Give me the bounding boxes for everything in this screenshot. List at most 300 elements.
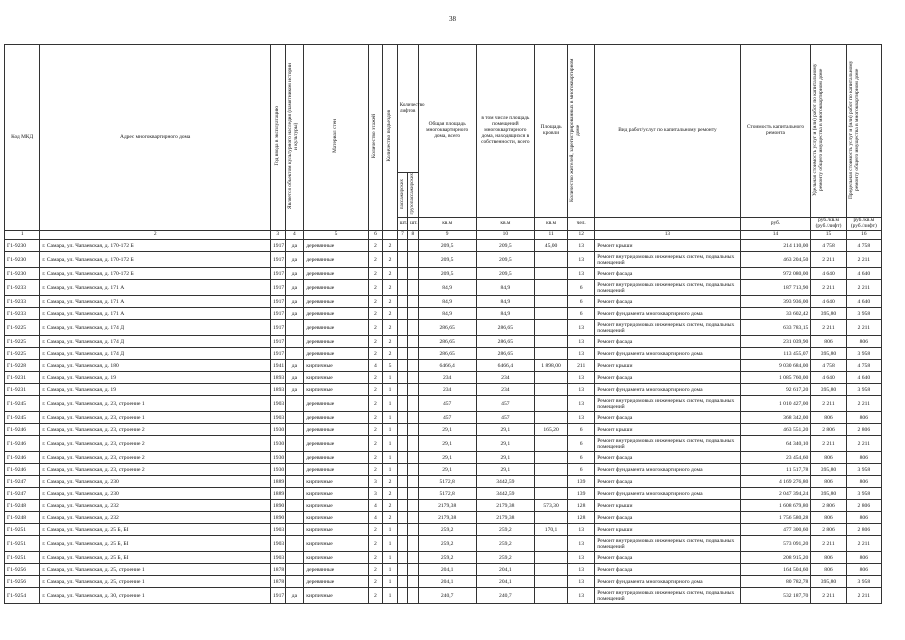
cell-mat: деревянные bbox=[304, 412, 368, 424]
cell-fl: 2 bbox=[368, 336, 383, 348]
cell-cost: 477 300,60 bbox=[740, 524, 811, 536]
cell-cost: 231 039,90 bbox=[740, 336, 811, 348]
column-number: 7 bbox=[397, 231, 407, 240]
cell-ent: 1 bbox=[383, 384, 398, 396]
cell-lc bbox=[408, 320, 418, 336]
cell-unit: 2 211 bbox=[811, 280, 846, 296]
cell-max: 2 211 bbox=[846, 252, 881, 268]
cell-addr: г. Самара, ул. Чапаевская, д. 232 bbox=[40, 500, 271, 512]
cell-fl: 4 bbox=[368, 500, 383, 512]
cell-addr: г. Самара, ул. Чапаевская, д. 171 А bbox=[40, 308, 271, 320]
cell-cost: 463 204,50 bbox=[740, 252, 811, 268]
cell-cost: 368 342,00 bbox=[740, 412, 811, 424]
cell-lc bbox=[408, 384, 418, 396]
cell-her bbox=[285, 436, 304, 452]
header-walls: Материал стен bbox=[331, 119, 338, 154]
cell-work: Ремонт фасада bbox=[595, 296, 740, 308]
cell-lc bbox=[408, 464, 418, 476]
table-row bbox=[5, 396, 882, 412]
cell-lp bbox=[397, 436, 407, 452]
cell-tot: 209,5 bbox=[418, 268, 476, 280]
cell-addr: г. Самара, ул. Чапаевская, д. 23, строение 2 bbox=[40, 452, 271, 464]
cell-fl: 2 bbox=[368, 524, 383, 536]
cell-own: 84,9 bbox=[476, 296, 534, 308]
column-number: 4 bbox=[285, 231, 304, 240]
cell-lp bbox=[397, 320, 407, 336]
cell-mat: деревянные bbox=[304, 576, 368, 588]
cell-own: 29,1 bbox=[476, 464, 534, 476]
table-row bbox=[5, 424, 882, 436]
capital-repair-register-table bbox=[4, 44, 882, 604]
cell-res: 6 bbox=[568, 452, 595, 464]
cell-ent: 1 bbox=[383, 552, 398, 564]
cell-res: 13 bbox=[568, 240, 595, 252]
cell-roof bbox=[534, 296, 567, 308]
unit-rub: руб. bbox=[740, 218, 811, 231]
cell-own: 6466,4 bbox=[476, 360, 534, 372]
table-row bbox=[5, 552, 882, 564]
cell-max: 2 211 bbox=[846, 536, 881, 552]
cell-res: 13 bbox=[568, 320, 595, 336]
cell-code: Г1-9230 bbox=[5, 268, 40, 280]
cell-cost: 573 091,20 bbox=[740, 536, 811, 552]
column-number: 5 bbox=[304, 231, 368, 240]
cell-unit: 806 bbox=[811, 512, 846, 524]
cell-mat: кирпичные bbox=[304, 536, 368, 552]
cell-addr: г. Самара, ул. Чапаевская, д. 25 Б, БI bbox=[40, 536, 271, 552]
cell-res: 128 bbox=[568, 512, 595, 524]
cell-own: 286,65 bbox=[476, 320, 534, 336]
cell-addr: г. Самара, ул. Чапаевская, д. 230 bbox=[40, 488, 271, 500]
cell-tot: 5172,8 bbox=[418, 476, 476, 488]
cell-roof: 1 898,00 bbox=[534, 360, 567, 372]
cell-mat: кирпичные bbox=[304, 384, 368, 396]
cell-lc bbox=[408, 372, 418, 384]
cell-work: Ремонт внутридомовых инженерных систем, подвальных помещений bbox=[595, 536, 740, 552]
cell-code: Г1-9247 bbox=[5, 488, 40, 500]
cell-cost: 532 187,70 bbox=[740, 588, 811, 604]
cell-code: Г1-9245 bbox=[5, 412, 40, 424]
cell-max: 4 640 bbox=[846, 296, 881, 308]
cell-fl: 2 bbox=[368, 396, 383, 412]
cell-work: Ремонт фасада bbox=[595, 512, 740, 524]
cell-own: 234 bbox=[476, 384, 534, 396]
cell-res: 211 bbox=[568, 360, 595, 372]
cell-year: 1889 bbox=[271, 488, 286, 500]
cell-lp bbox=[397, 308, 407, 320]
cell-res: 13 bbox=[568, 564, 595, 576]
cell-her bbox=[285, 424, 304, 436]
cell-lp bbox=[397, 500, 407, 512]
cell-lp bbox=[397, 564, 407, 576]
header-address: Адрес многоквартирного дома bbox=[40, 45, 271, 231]
cell-unit: 2 806 bbox=[811, 500, 846, 512]
cell-work: Ремонт фасада bbox=[595, 372, 740, 384]
cell-unit: 806 bbox=[811, 336, 846, 348]
cell-roof bbox=[534, 348, 567, 360]
cell-ent: 2 bbox=[383, 476, 398, 488]
cell-unit: 395,80 bbox=[811, 348, 846, 360]
cell-lp bbox=[397, 576, 407, 588]
cell-year: 1903 bbox=[271, 396, 286, 412]
cell-roof bbox=[534, 336, 567, 348]
cell-code: Г1-9228 bbox=[5, 360, 40, 372]
cell-lp bbox=[397, 424, 407, 436]
cell-tot: 84,9 bbox=[418, 280, 476, 296]
table-row bbox=[5, 464, 882, 476]
cell-year: 1890 bbox=[271, 500, 286, 512]
cell-cost: 1 010 427,00 bbox=[740, 396, 811, 412]
cell-res: 13 bbox=[568, 412, 595, 424]
cell-roof bbox=[534, 384, 567, 396]
cell-fl: 2 bbox=[368, 564, 383, 576]
cell-lp bbox=[397, 476, 407, 488]
cell-own: 286,65 bbox=[476, 336, 534, 348]
cell-year: 1917 bbox=[271, 336, 286, 348]
cell-unit: 806 bbox=[811, 412, 846, 424]
cell-fl: 3 bbox=[368, 476, 383, 488]
cell-lc bbox=[408, 252, 418, 268]
cell-addr: г. Самара, ул. Чапаевская, д. 30, строение 1 bbox=[40, 588, 271, 604]
table-row bbox=[5, 588, 882, 604]
header-floors: Количество этажей bbox=[371, 114, 378, 159]
cell-mat: кирпичные bbox=[304, 512, 368, 524]
cell-tot: 457 bbox=[418, 396, 476, 412]
cell-her: да bbox=[285, 280, 304, 296]
cell-code: Г1-9248 bbox=[5, 512, 40, 524]
cell-fl: 2 bbox=[368, 348, 383, 360]
cell-code: Г1-9251 bbox=[5, 536, 40, 552]
cell-lc bbox=[408, 424, 418, 436]
cell-own: 3442,59 bbox=[476, 488, 534, 500]
column-number: 9 bbox=[418, 231, 476, 240]
cell-lc bbox=[408, 280, 418, 296]
cell-lc bbox=[408, 588, 418, 604]
table-row bbox=[5, 512, 882, 524]
cell-work: Ремонт фасада bbox=[595, 476, 740, 488]
cell-year: 1917 bbox=[271, 252, 286, 268]
cell-mat: кирпичные bbox=[304, 360, 368, 372]
cell-res: 6 bbox=[568, 436, 595, 452]
cell-work: Ремонт крыши bbox=[595, 524, 740, 536]
header-work-type: Вид работ/услуг по капитальному ремонту bbox=[595, 45, 740, 218]
cell-her bbox=[285, 320, 304, 336]
cell-tot: 234 bbox=[418, 384, 476, 396]
cell-ent: 1 bbox=[383, 576, 398, 588]
cell-own: 3442,59 bbox=[476, 476, 534, 488]
cell-ent: 1 bbox=[383, 436, 398, 452]
cell-own: 209,5 bbox=[476, 240, 534, 252]
cell-cost: 633 783,15 bbox=[740, 320, 811, 336]
cell-unit: 2 211 bbox=[811, 320, 846, 336]
cell-lp bbox=[397, 296, 407, 308]
cell-roof bbox=[534, 320, 567, 336]
cell-year: 1941 bbox=[271, 360, 286, 372]
cell-lc bbox=[408, 412, 418, 424]
cell-code: Г1-9233 bbox=[5, 280, 40, 296]
cell-mat: кирпичные bbox=[304, 476, 368, 488]
cell-lp bbox=[397, 336, 407, 348]
cell-mat: деревянные bbox=[304, 296, 368, 308]
header-code: Код МКД bbox=[5, 45, 40, 231]
cell-code: Г1-9251 bbox=[5, 524, 40, 536]
cell-her bbox=[285, 488, 304, 500]
cell-max: 3 958 bbox=[846, 308, 881, 320]
table-row bbox=[5, 320, 882, 336]
cell-tot: 209,5 bbox=[418, 252, 476, 268]
table-row bbox=[5, 252, 882, 268]
cell-lp bbox=[397, 536, 407, 552]
cell-unit: 395,80 bbox=[811, 488, 846, 500]
cell-roof bbox=[534, 488, 567, 500]
cell-own: 29,1 bbox=[476, 436, 534, 452]
cell-max: 2 806 bbox=[846, 500, 881, 512]
cell-year: 1903 bbox=[271, 524, 286, 536]
cell-res: 13 bbox=[568, 576, 595, 588]
cell-mat: деревянные bbox=[304, 252, 368, 268]
cell-code: Г1-9230 bbox=[5, 252, 40, 268]
cell-tot: 29,1 bbox=[418, 464, 476, 476]
cell-cost: 214 110,00 bbox=[740, 240, 811, 252]
cell-roof bbox=[534, 396, 567, 412]
cell-ent: 1 bbox=[383, 396, 398, 412]
cell-addr: г. Самара, ул. Чапаевская, д. 171 А bbox=[40, 296, 271, 308]
cell-addr: г. Самара, ул. Чапаевская, д. 174 Д bbox=[40, 320, 271, 336]
cell-code: Г1-9256 bbox=[5, 576, 40, 588]
cell-fl: 2 bbox=[368, 384, 383, 396]
cell-cost: 64 340,10 bbox=[740, 436, 811, 452]
cell-code: Г1-9254 bbox=[5, 588, 40, 604]
table-row bbox=[5, 436, 882, 452]
cell-ent: 2 bbox=[383, 512, 398, 524]
page-number: 38 bbox=[449, 15, 456, 23]
cell-lp bbox=[397, 360, 407, 372]
cell-code: Г1-9245 bbox=[5, 396, 40, 412]
unit-people: чел. bbox=[568, 218, 595, 231]
cell-year: 1917 bbox=[271, 268, 286, 280]
cell-unit: 395,80 bbox=[811, 308, 846, 320]
table-row bbox=[5, 360, 882, 372]
cell-lc bbox=[408, 396, 418, 412]
cell-ent: 2 bbox=[383, 348, 398, 360]
cell-lp bbox=[397, 552, 407, 564]
column-number-row bbox=[5, 231, 882, 240]
cell-lc bbox=[408, 576, 418, 588]
cell-year: 1903 bbox=[271, 536, 286, 552]
cell-her: да bbox=[285, 240, 304, 252]
cell-addr: г. Самара, ул. Чапаевская, д. 23, строение 1 bbox=[40, 396, 271, 412]
cell-tot: 84,9 bbox=[418, 296, 476, 308]
cell-year: 1878 bbox=[271, 576, 286, 588]
cell-roof bbox=[534, 552, 567, 564]
table-row bbox=[5, 524, 882, 536]
cell-lc bbox=[408, 512, 418, 524]
cell-unit: 2 211 bbox=[811, 536, 846, 552]
cell-unit: 806 bbox=[811, 564, 846, 576]
cell-fl: 2 bbox=[368, 268, 383, 280]
cell-res: 6 bbox=[568, 464, 595, 476]
cell-unit: 2 211 bbox=[811, 588, 846, 604]
table-row bbox=[5, 336, 882, 348]
cell-addr: г. Самара, ул. Чапаевская, д. 170-172 Б bbox=[40, 268, 271, 280]
cell-work: Ремонт крыши bbox=[595, 360, 740, 372]
cell-lc bbox=[408, 240, 418, 252]
cell-lp bbox=[397, 524, 407, 536]
cell-cost: 92 617,20 bbox=[740, 384, 811, 396]
cell-fl: 2 bbox=[368, 240, 383, 252]
cell-code: Г1-9247 bbox=[5, 476, 40, 488]
cell-lc bbox=[408, 488, 418, 500]
cell-fl: 2 bbox=[368, 424, 383, 436]
cell-unit: 4 640 bbox=[811, 268, 846, 280]
cell-work: Ремонт фасада bbox=[595, 336, 740, 348]
cell-res: 13 bbox=[568, 396, 595, 412]
cell-work: Ремонт крыши bbox=[595, 240, 740, 252]
cell-fl: 2 bbox=[368, 552, 383, 564]
cell-max: 4 640 bbox=[846, 268, 881, 280]
cell-max: 3 958 bbox=[846, 576, 881, 588]
cell-ent: 2 bbox=[383, 308, 398, 320]
cell-fl: 2 bbox=[368, 576, 383, 588]
cell-her: да bbox=[285, 252, 304, 268]
table-row bbox=[5, 536, 882, 552]
cell-own: 29,1 bbox=[476, 452, 534, 464]
cell-roof: 45,00 bbox=[534, 240, 567, 252]
cell-own: 209,5 bbox=[476, 252, 534, 268]
table-row bbox=[5, 576, 882, 588]
cell-year: 1917 bbox=[271, 308, 286, 320]
cell-fl: 2 bbox=[368, 296, 383, 308]
cell-tot: 286,65 bbox=[418, 348, 476, 360]
cell-addr: г. Самара, ул. Чапаевская, д. 170-172 Б bbox=[40, 240, 271, 252]
cell-unit: 395,80 bbox=[811, 464, 846, 476]
cell-year: 1917 bbox=[271, 240, 286, 252]
cell-max: 4 758 bbox=[846, 240, 881, 252]
cell-max: 2 211 bbox=[846, 280, 881, 296]
table-row bbox=[5, 452, 882, 464]
cell-mat: деревянные bbox=[304, 320, 368, 336]
cell-cost: 1 608 679,80 bbox=[740, 500, 811, 512]
cell-work: Ремонт внутридомовых инженерных систем, подвальных помещений bbox=[595, 320, 740, 336]
header-heritage: Является объектом культурного наследия (памятником истории и культуры) bbox=[286, 63, 299, 210]
cell-her: да bbox=[285, 308, 304, 320]
cell-max: 3 958 bbox=[846, 488, 881, 500]
cell-lp bbox=[397, 240, 407, 252]
cell-addr: г. Самара, ул. Чапаевская, д. 25, строение 1 bbox=[40, 576, 271, 588]
cell-ent: 1 bbox=[383, 412, 398, 424]
cell-cost: 187 713,90 bbox=[740, 280, 811, 296]
cell-roof bbox=[534, 512, 567, 524]
cell-code: Г1-9230 bbox=[5, 240, 40, 252]
cell-work: Ремонт фасада bbox=[595, 564, 740, 576]
cell-roof bbox=[534, 308, 567, 320]
table-row bbox=[5, 476, 882, 488]
cell-fl: 2 bbox=[368, 320, 383, 336]
cell-ent: 2 bbox=[383, 280, 398, 296]
cell-own: 259,2 bbox=[476, 536, 534, 552]
cell-own: 2179,38 bbox=[476, 512, 534, 524]
cell-mat: деревянные bbox=[304, 436, 368, 452]
cell-work: Ремонт внутридомовых инженерных систем, подвальных помещений bbox=[595, 588, 740, 604]
cell-year: 1893 bbox=[271, 384, 286, 396]
cell-roof bbox=[534, 452, 567, 464]
cell-roof bbox=[534, 476, 567, 488]
column-number: 15 bbox=[811, 231, 846, 240]
cell-code: Г1-9246 bbox=[5, 464, 40, 476]
cell-res: 13 bbox=[568, 524, 595, 536]
cell-work: Ремонт фундамента многоквартирного дома bbox=[595, 384, 740, 396]
cell-mat: кирпичные bbox=[304, 372, 368, 384]
cell-her: да bbox=[285, 372, 304, 384]
cell-her bbox=[285, 412, 304, 424]
cell-code: Г1-9231 bbox=[5, 372, 40, 384]
cell-tot: 209,5 bbox=[418, 240, 476, 252]
cell-her: да bbox=[285, 384, 304, 396]
cell-roof bbox=[534, 436, 567, 452]
cell-roof bbox=[534, 536, 567, 552]
cell-her bbox=[285, 512, 304, 524]
cell-lc bbox=[408, 552, 418, 564]
column-number: 11 bbox=[534, 231, 567, 240]
cell-max: 2 211 bbox=[846, 320, 881, 336]
cell-lp bbox=[397, 372, 407, 384]
cell-year: 1917 bbox=[271, 320, 286, 336]
cell-ent: 2 bbox=[383, 500, 398, 512]
cell-ent: 1 bbox=[383, 424, 398, 436]
cell-tot: 204,1 bbox=[418, 576, 476, 588]
cell-unit: 2 806 bbox=[811, 524, 846, 536]
cell-addr: г. Самара, ул. Чапаевская, д. 23, строение 1 bbox=[40, 412, 271, 424]
cell-mat: деревянные bbox=[304, 564, 368, 576]
cell-lp bbox=[397, 396, 407, 412]
cell-cost: 972 080,00 bbox=[740, 268, 811, 280]
cell-res: 128 bbox=[568, 500, 595, 512]
unit-rate: руб./кв.м (руб./лифт) bbox=[811, 218, 846, 231]
cell-max: 806 bbox=[846, 452, 881, 464]
table-row bbox=[5, 384, 882, 396]
cell-year: 1903 bbox=[271, 552, 286, 564]
cell-her bbox=[285, 552, 304, 564]
cell-unit: 806 bbox=[811, 552, 846, 564]
cell-max: 2 806 bbox=[846, 524, 881, 536]
cell-own: 204,1 bbox=[476, 576, 534, 588]
cell-addr: г. Самара, ул. Чапаевская, д. 230 bbox=[40, 476, 271, 488]
cell-lc bbox=[408, 452, 418, 464]
unit-pcs: шт. bbox=[397, 218, 407, 231]
header-lifts-passenger: пассажирских bbox=[399, 178, 405, 209]
cell-year: 1893 bbox=[271, 372, 286, 384]
column-number: 2 bbox=[40, 231, 271, 240]
header-lifts-cargo: грузопассажирских bbox=[410, 173, 416, 215]
column-number: 8 bbox=[408, 231, 418, 240]
cell-own: 2179,38 bbox=[476, 500, 534, 512]
cell-max: 4 758 bbox=[846, 360, 881, 372]
cell-max: 806 bbox=[846, 476, 881, 488]
cell-res: 13 bbox=[568, 536, 595, 552]
cell-unit: 2 211 bbox=[811, 436, 846, 452]
header-residents: Количество жителей, зарегистрированных в многоквартирном доме bbox=[569, 58, 582, 202]
cell-fl: 4 bbox=[368, 360, 383, 372]
cell-tot: 5172,8 bbox=[418, 488, 476, 500]
cell-own: 457 bbox=[476, 396, 534, 412]
cell-code: Г1-9248 bbox=[5, 500, 40, 512]
cell-year: 1889 bbox=[271, 476, 286, 488]
cell-addr: г. Самара, ул. Чапаевская, д. 23, строение 2 bbox=[40, 464, 271, 476]
header-max-cost: Предельная стоимость услуг и (или) работ по капитальному ремонту общего имущества в многоквартирном доме bbox=[847, 60, 860, 199]
cell-roof: 573,30 bbox=[534, 500, 567, 512]
table-row bbox=[5, 412, 882, 424]
table-row bbox=[5, 268, 882, 280]
